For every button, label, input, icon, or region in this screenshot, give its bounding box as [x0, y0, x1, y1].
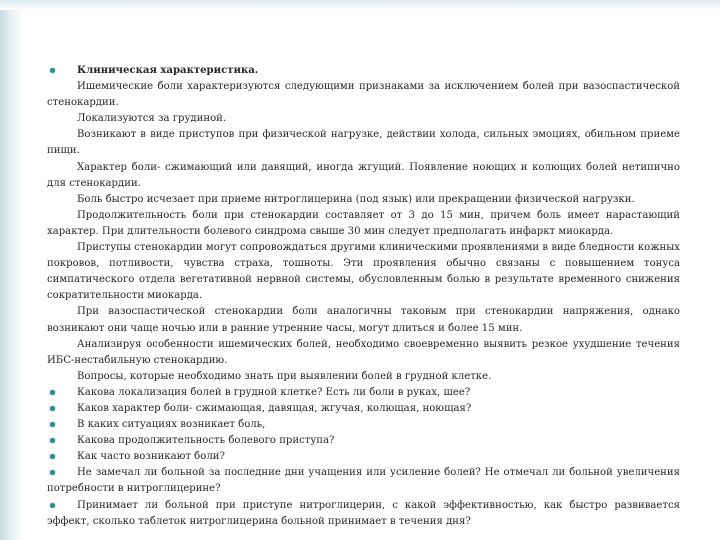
slide-body [47, 63, 680, 530]
question-text: Каков характер боли- сжимающая, давящая, жгучая, колющая, ноющая? [77, 402, 472, 414]
bullet-icon [50, 438, 55, 443]
heading-item [47, 63, 680, 79]
question-text: Какова локализация болей в грудной клетке? Есть ли боли в руках, шее? [77, 386, 471, 398]
question-text: Принимает ли больной при приступе нитроглицерин, с какой эффективностью, как быстро развивается эффект, сколько таблеток нитроглицерина больной принимает в течения дня? [47, 499, 680, 527]
paragraph: Анализируя особенности ишемических болей, необходимо своевременно выявить резкое ухудшение течения ИБС-нестабильную стенокардию. [47, 338, 680, 366]
question-item [47, 401, 680, 417]
bullet-icon [50, 68, 55, 73]
paragraph: Боль быстро исчезает при приеме нитроглицерина (под язык) или прекращении физической нагрузки. [77, 193, 635, 205]
top-edge-shadow [0, 0, 720, 10]
question-text: Не замечал ли больной за последние дни учащения или усиление болей? Не отмечал ли больной увеличения потребности в нитроглицерине? [47, 467, 680, 495]
question-item [47, 449, 680, 465]
paragraph: Вопросы, которые необходимо знать при выявлении болей в грудной клетке. [77, 370, 492, 382]
bullet-icon [50, 454, 55, 459]
paragraph: Локализуются за грудиной. [77, 113, 227, 125]
paragraph: Ишемические боли характеризуются следующими признаками за исключением болей при вазоспастической стенокардии. [47, 81, 680, 109]
question-item [47, 433, 680, 449]
bullet-icon [50, 503, 55, 508]
paragraph: При вазоспастической стенокардии боли аналогичны таковым при стенокардии напряжения, однако возникают они чаще ночью или в ранние утренние часы, могут длиться и более 15 мин. [47, 306, 680, 334]
paragraph: Продолжительность боли при стенокардии составляет от 3 до 15 мин, причем боль имеет нарастающий характер. При длительности болевого синдрома свыше 30 мин следует предполагать инфаркт миокарда. [47, 209, 680, 237]
bullet-icon [50, 390, 55, 395]
question-text: В каких ситуациях возникает боль, [77, 419, 266, 431]
question-item [47, 417, 680, 433]
bullet-icon [50, 470, 55, 475]
bullet-icon [50, 422, 55, 427]
heading-text: Клиническая характеристика. [77, 65, 259, 76]
question-item [47, 465, 680, 497]
paragraph: Характер боли- сжимающий или давящий, иногда жгущий. Появление ноющих и колющих болей нетипично для стенокардии. [47, 161, 680, 189]
bullet-icon [50, 406, 55, 411]
question-item [47, 498, 680, 530]
paragraph: Приступы стенокардии могут сопровождаться другими клиническими проявлениями в виде бледности кожных покровов, потливости, чувства страха, тошноты. Эти проявления обычно связаны с повышением тонуса симпатического отдела вегетативной нервной системы, обусловленным болью в результате временного снижения сократительности миокарда. [47, 242, 680, 302]
question-text: Какова продолжительность болевого приступа? [77, 435, 335, 447]
left-edge-shadow [0, 0, 22, 540]
question-item [47, 385, 680, 401]
question-text: Как часто возникают боли? [77, 451, 225, 463]
paragraph: Возникают в виде приступов при физической нагрузке, действии холода, сильных эмоциях, обильном приеме пищи. [47, 129, 680, 157]
